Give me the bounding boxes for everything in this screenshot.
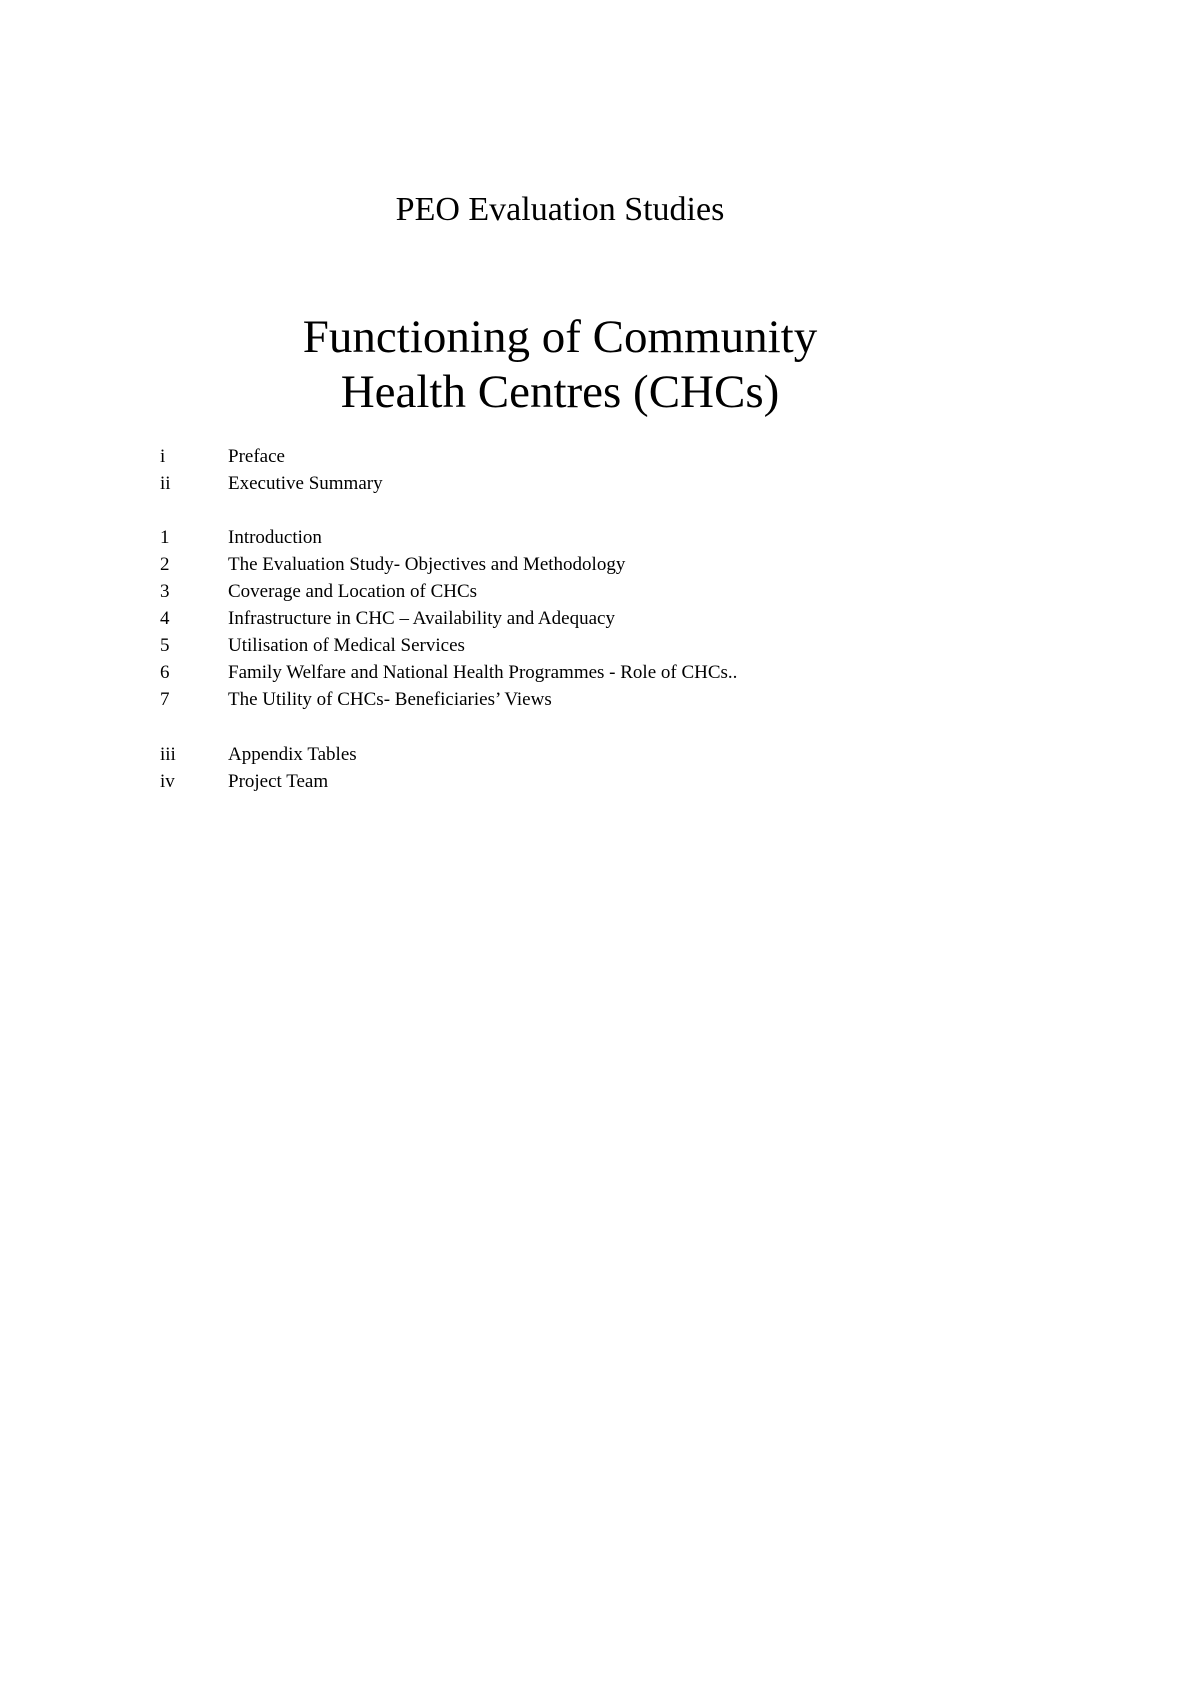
toc-entry-title: The Evaluation Study- Objectives and Methodology — [228, 554, 626, 575]
toc-entry-number: ii — [160, 473, 171, 494]
page-title-line-2: Health Centres (CHCs) — [340, 366, 780, 418]
toc-entry-number: 5 — [160, 635, 170, 656]
toc-entry-title: The Utility of CHCs- Beneficiaries’ Views — [228, 689, 552, 710]
toc-entry-number: iii — [160, 744, 176, 765]
toc-entry-title: Project Team — [228, 771, 329, 792]
toc-entry-number: 3 — [160, 581, 170, 602]
toc-entry-title: Preface — [228, 446, 285, 467]
toc-entry-number: 4 — [160, 608, 170, 629]
page-title — [0, 310, 1120, 420]
page-title-line-1: Functioning of Community — [302, 311, 818, 363]
toc-entry-title: Family Welfare and National Health Programmes - Role of CHCs.. — [228, 662, 738, 683]
toc-entry-title: Introduction — [228, 527, 322, 548]
series-title: PEO Evaluation Studies — [395, 191, 725, 228]
toc-entry-number: i — [160, 446, 166, 467]
toc-entry-number: 6 — [160, 662, 170, 683]
toc-entry-number: 2 — [160, 554, 170, 575]
toc-entry-number: iv — [160, 771, 175, 792]
toc-entry-title: Executive Summary — [228, 473, 383, 494]
toc-entry-title: Appendix Tables — [228, 744, 357, 765]
toc-entry-number: 7 — [160, 689, 170, 710]
toc-entry-title: Utilisation of Medical Services — [228, 635, 465, 656]
toc-entry-title: Coverage and Location of CHCs — [228, 581, 478, 602]
toc-entry-number: 1 — [160, 527, 170, 548]
toc-entry-title: Infrastructure in CHC – Availability and Adequacy — [228, 608, 615, 629]
